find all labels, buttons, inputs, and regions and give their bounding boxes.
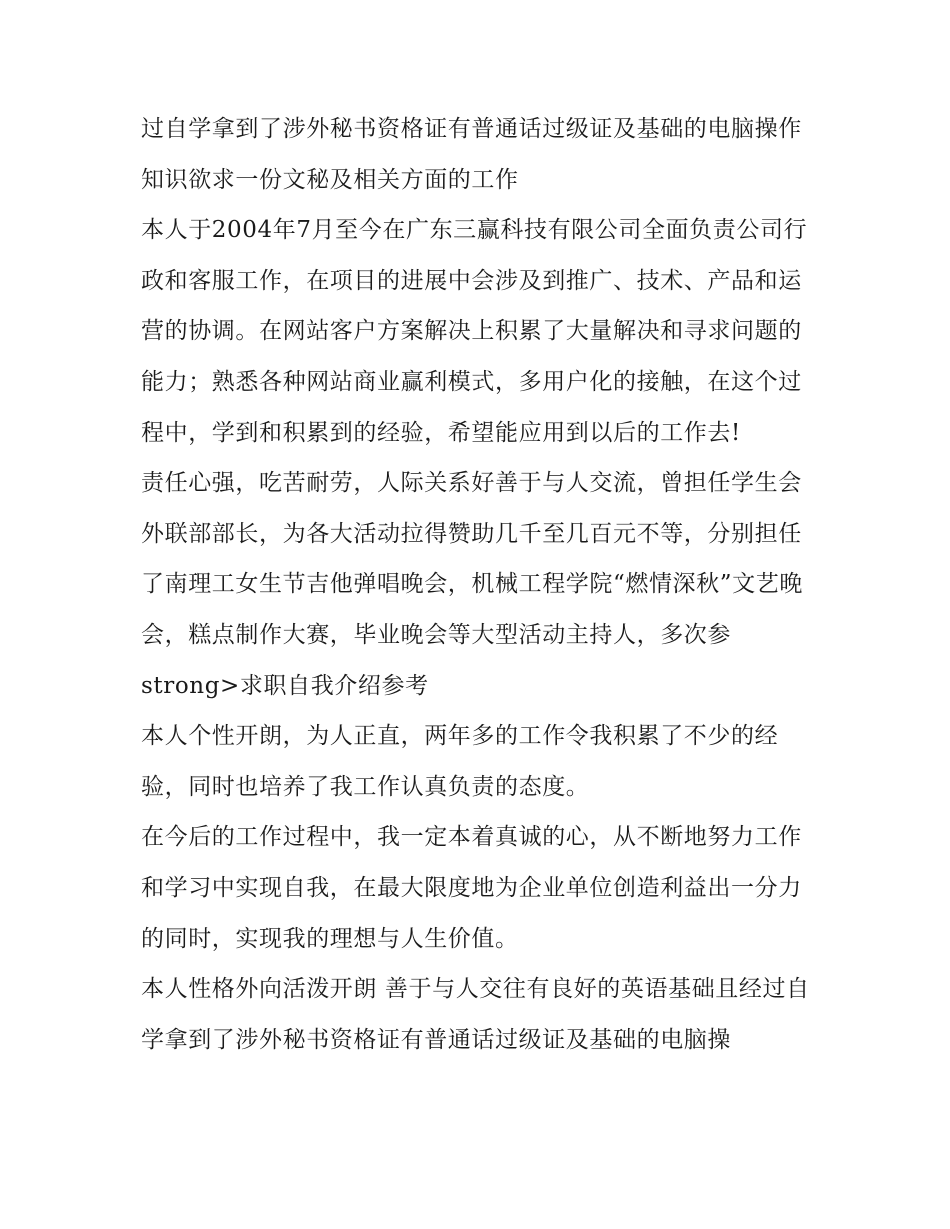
paragraph-personality: 本人个性开朗，为人正直，两年多的工作令我积累了不少的经验，同时也培养了我工作认真负责的态度。 [141, 723, 779, 800]
paragraph-work-experience: 本人于2004年7月至今在广东三赢科技有限公司全面负责公司行政和客服工作，在项目的进展中会涉及到推广、技术、产品和运营的协调。在网站客户方案解决上积累了大量解决和寻求问题的能力；熟悉各种网站商业赢利模式，多用户化的接触，在这个过程中，学到和积累到的经验，希望能应用到以后的工作去! [141, 217, 808, 446]
paragraph-self-summary: 本人性格外向活泼开朗 善于与人交往有良好的英语基础且经过自学拿到了涉外秘书资格证有普通话过级证及基础的电脑操 [141, 976, 810, 1053]
paragraph-qualifications: 过自学拿到了涉外秘书资格证有普通话过级证及基础的电脑操作知识欲求一份文秘及相关方面的工作 [141, 116, 802, 193]
document-body [141, 104, 813, 1065]
paragraph-future-goals: 在今后的工作过程中，我一定本着真诚的心，从不断地努力工作和学习中实现自我，在最大限度地为企业单位创造利益出一分力的同时，实现我的理想与人生价值。 [141, 824, 802, 952]
paragraph-school-activities: 责任心强，吃苦耐劳，人际关系好善于与人交流，曾担任学生会外联部部长，为各大活动拉得赞助几千至几百元不等，分别担任了南理工女生节吉他弹唱晚会，机械工程学院“燃情深秋”文艺晚会，糕点制作大赛，毕业晚会等大型活动主持人，多次参strong>求职自我介绍参考 [141, 470, 803, 699]
